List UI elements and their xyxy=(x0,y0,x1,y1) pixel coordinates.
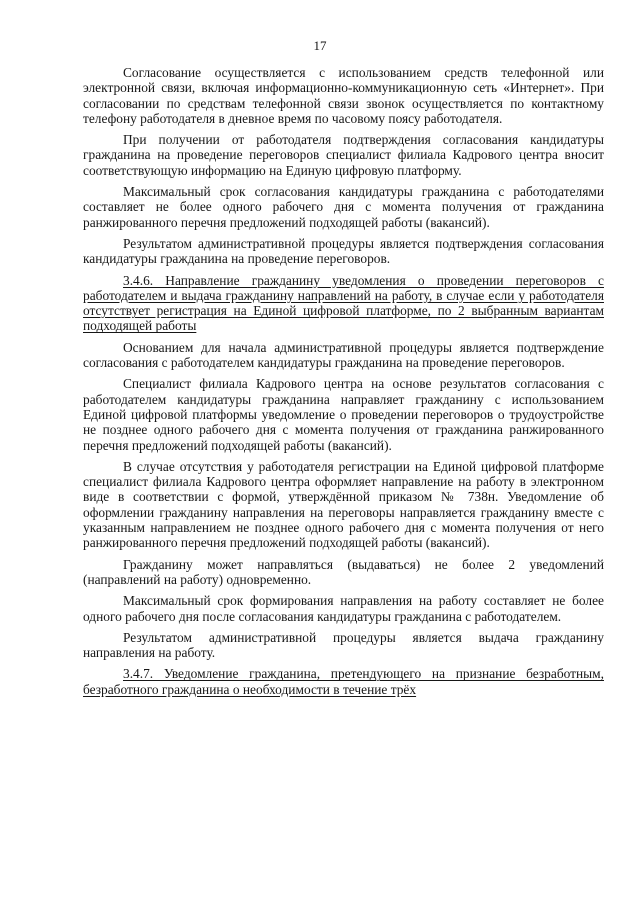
paragraph: Результатом административной процедуры является выдача гражданину направления на работу. xyxy=(83,629,604,661)
paragraph: Результатом административной процедуры является подтверждения согласования кандидатуры гражданина на проведение переговоров. xyxy=(83,235,604,267)
section-heading-3-4-6: 3.4.6. Направление гражданину уведомления о проведении переговоров с работодателем и выдача гражданину направлений на работу, в случае если у работодателя отсутствует регистрация на Единой цифровой платформе, по 2 выбранным вариантам подходящей работы xyxy=(83,272,604,334)
paragraph: Согласование осуществляется с использованием средств телефонной или электронной связи, включая информационно-коммуникационную сеть «Интернет». При согласовании по средствам телефонной связи звонок осуществляется по контактному телефону работодателя в дневное время по часовому поясу работодателя. xyxy=(83,65,604,126)
document-body xyxy=(83,65,604,703)
paragraph: В случае отсутствия у работодателя регистрации на Единой цифровой платформе специалист филиала Кадрового центра оформляет направление на работу в электронном виде в соответствии с формой, утверждённой приказом № 738н. Уведомление об оформлении гражданину направления на переговоры направляется гражданину вместе с указанным направлением не позднее одного рабочего дня с момента получения от него ранжированного перечня предложений подходящей работы (вакансий). xyxy=(83,458,604,551)
paragraph: Максимальный срок согласования кандидатуры гражданина с работодателями составляет не более одного рабочего дня с момента получения от гражданина ранжированного перечня предложений подходящей работы (вакансий). xyxy=(83,184,604,230)
page-number: 17 xyxy=(313,38,327,53)
paragraph: Специалист филиала Кадрового центра на основе результатов согласования с работодателем кандидатуры гражданина направляет гражданину с использованием Единой цифровой платформы уведомление о проведении переговоров о трудоустройстве не позднее одного рабочего дня с момента получения от гражданина ранжированного перечня предложений подходящей работы (вакансий). xyxy=(83,376,604,453)
paragraph: При получении от работодателя подтверждения согласования кандидатуры гражданина на проведение переговоров специалист филиала Кадрового центра вносит соответствующую информацию на Единую цифровую платформу. xyxy=(83,132,604,178)
paragraph: Гражданину может направляться (выдаваться) не более 2 уведомлений (направлений на работу) одновременно. xyxy=(83,556,604,587)
paragraph: Максимальный срок формирования направления на работу составляет не более одного рабочего дня после согласования кандидатуры гражданина с работодателем. xyxy=(83,593,604,624)
paragraph: Основанием для начала административной процедуры является подтверждение согласования с работодателем кандидатуры гражданина на проведение переговоров. xyxy=(83,339,604,371)
section-heading-3-4-7: 3.4.7. Уведомление гражданина, претендующего на признание безработным, безработного гражданина о необходимости в течение трёх xyxy=(83,666,604,697)
